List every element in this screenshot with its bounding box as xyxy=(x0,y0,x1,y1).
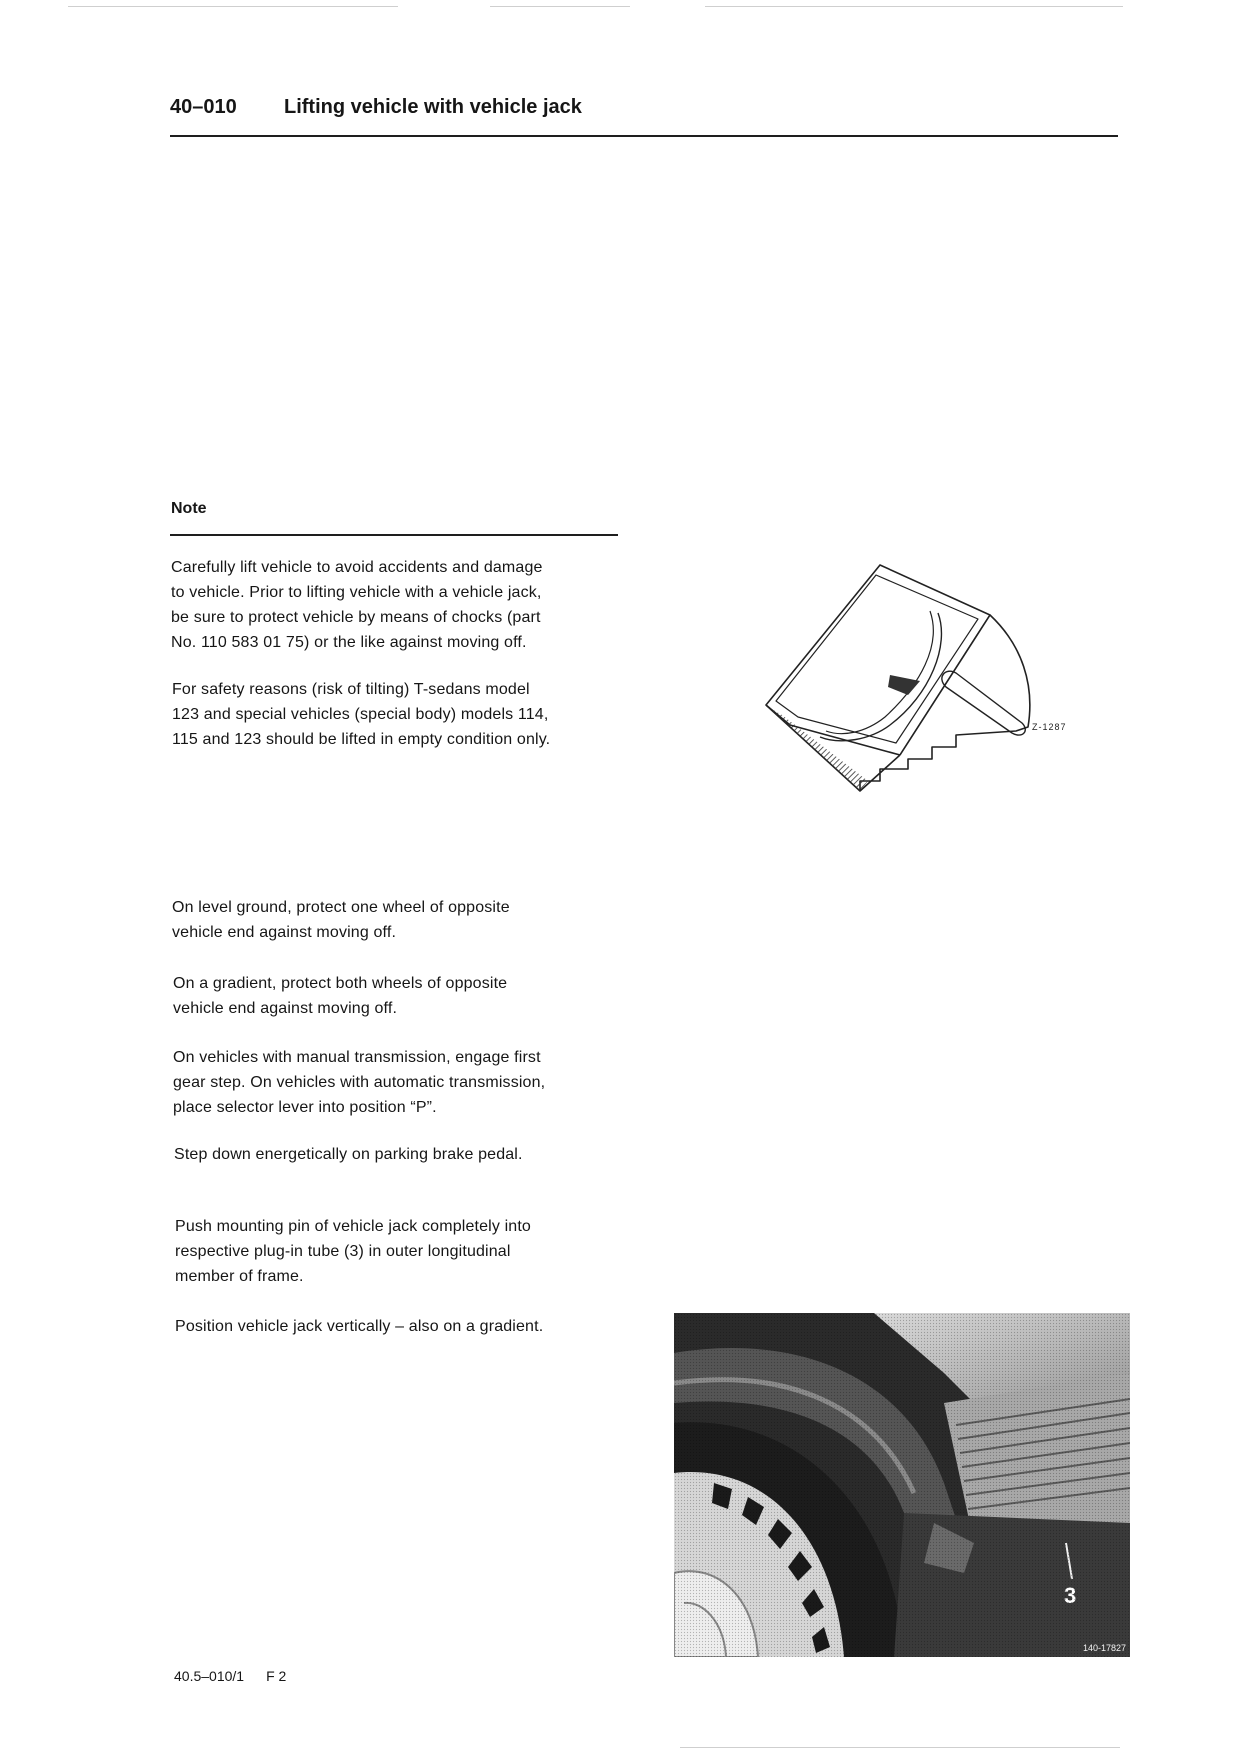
text-line: Carefully lift vehicle to avoid accidents and damage xyxy=(171,559,543,576)
text-line: 115 and 123 should be lifted in empty condition only. xyxy=(172,731,551,748)
text-line: For safety reasons (risk of tilting) T-sedans model xyxy=(172,681,530,698)
scan-edge-top-right xyxy=(705,6,1123,7)
text-line: On a gradient, protect both wheels of opposite xyxy=(173,975,508,992)
text-line: member of frame. xyxy=(175,1268,304,1285)
instruction-level-ground xyxy=(172,895,510,945)
instruction-position-jack xyxy=(175,1314,543,1339)
header-rule xyxy=(170,135,1118,137)
plug-in-tube-photo xyxy=(674,1313,1130,1657)
text-line: Position vehicle jack vertically – also on a gradient. xyxy=(175,1318,544,1335)
scan-edge-top-left xyxy=(68,6,398,7)
wheel-chock-illustration xyxy=(760,555,1090,815)
text-line: 123 and special vehicles (special body) models 114, xyxy=(172,706,549,723)
text-line: Step down energetically on parking brake pedal. xyxy=(174,1146,523,1163)
text-line: to vehicle. Prior to lifting vehicle with a vehicle jack, xyxy=(171,584,542,601)
page-title: Lifting vehicle with vehicle jack xyxy=(284,96,582,118)
page-header xyxy=(170,96,1118,119)
page-reference: 40.5–010/1 xyxy=(174,1668,245,1684)
revision-code: F 2 xyxy=(266,1668,287,1684)
text-line: Push mounting pin of vehicle jack completely into xyxy=(175,1218,531,1235)
photo-code: 140-17827 xyxy=(1082,1643,1126,1653)
text-line: place selector lever into position “P”. xyxy=(173,1099,437,1116)
figure-code: Z-1287 xyxy=(1032,722,1067,732)
text-line: No. 110 583 01 75) or the like against moving off. xyxy=(171,634,527,651)
page-footer xyxy=(174,1668,286,1684)
text-line: be sure to protect vehicle by means of chocks (part xyxy=(171,609,541,626)
text-line: gear step. On vehicles with automatic transmission, xyxy=(173,1074,546,1091)
scan-edge-top-mid xyxy=(490,6,630,7)
text-line: vehicle end against moving off. xyxy=(172,924,397,941)
note-heading: Note xyxy=(171,500,207,517)
instruction-transmission xyxy=(173,1045,545,1120)
note-paragraph-1 xyxy=(171,555,543,655)
instruction-gradient xyxy=(173,971,507,1021)
section-code: 40–010 xyxy=(170,96,237,118)
instruction-mounting-pin xyxy=(175,1214,531,1289)
note-rule xyxy=(170,534,618,536)
note-paragraph-2 xyxy=(172,677,550,752)
instruction-parking-brake xyxy=(174,1142,523,1167)
text-line: On level ground, protect one wheel of opposite xyxy=(172,899,510,916)
text-line: respective plug-in tube (3) in outer longitudinal xyxy=(175,1243,511,1260)
text-line: vehicle end against moving off. xyxy=(173,1000,398,1017)
text-line: On vehicles with manual transmission, engage first xyxy=(173,1049,541,1066)
